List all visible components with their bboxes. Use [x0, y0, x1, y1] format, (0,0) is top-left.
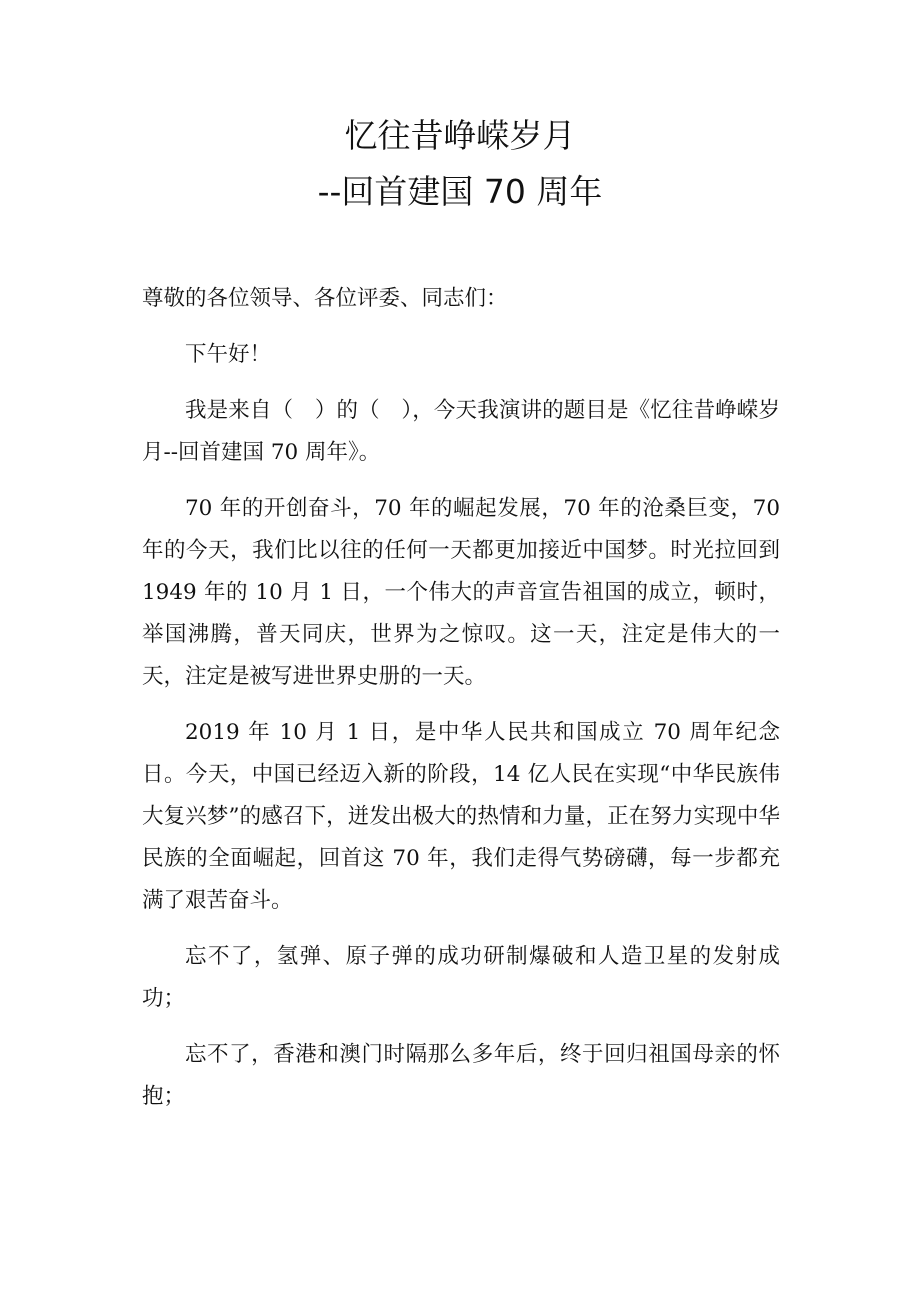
paragraph-seventy-years: 70 年的开创奋斗，70 年的崛起发展，70 年的沧桑巨变，70 年的今天，我们比以往的任何一天都更加接近中国梦。时光拉回到 1949 年的 10 月 1 日，一个伟大的声音宣告祖国的成立，顿时，举国沸腾，普天同庆，世界为之惊叹。这一天，注定是伟大的一天，注定是被写进世界史册的一天。	[142, 496, 780, 689]
paragraph-greeting: 下午好！	[185, 342, 272, 367]
paragraph-never-forget-return: 忘不了，香港和澳门时隔那么多年后，终于回归祖国母亲的怀抱；	[142, 1042, 780, 1109]
paragraph-never-forget-bombs: 忘不了，氢弹、原子弹的成功研制爆破和人造卫星的发射成功；	[142, 944, 780, 1011]
salutation: 尊敬的各位领导、各位评委、同志们：	[142, 286, 508, 311]
paragraph-anniversary: 2019 年 10 月 1 日，是中华人民共和国成立 70 周年纪念日。今天，中国已经迈入新的阶段，14 亿人民在实现“中华民族伟大复兴梦”的感召下，迸发出极大的热情和力量，正在努力实现中华民族的全面崛起，回首这 70 年，我们走得气势磅礴，每一步都充满了艰苦奋斗。	[142, 720, 780, 913]
paragraph-introduction: 我是来自（ ）的（ ），今天我演讲的题目是《忆往昔峥嵘岁月--回首建国 70 周年》。	[142, 398, 780, 465]
document-body	[142, 278, 780, 1118]
title-main: 忆往昔峥嵘岁月	[344, 116, 576, 155]
document-title	[0, 108, 920, 220]
title-subtitle: --回首建国 70 周年	[317, 172, 603, 211]
